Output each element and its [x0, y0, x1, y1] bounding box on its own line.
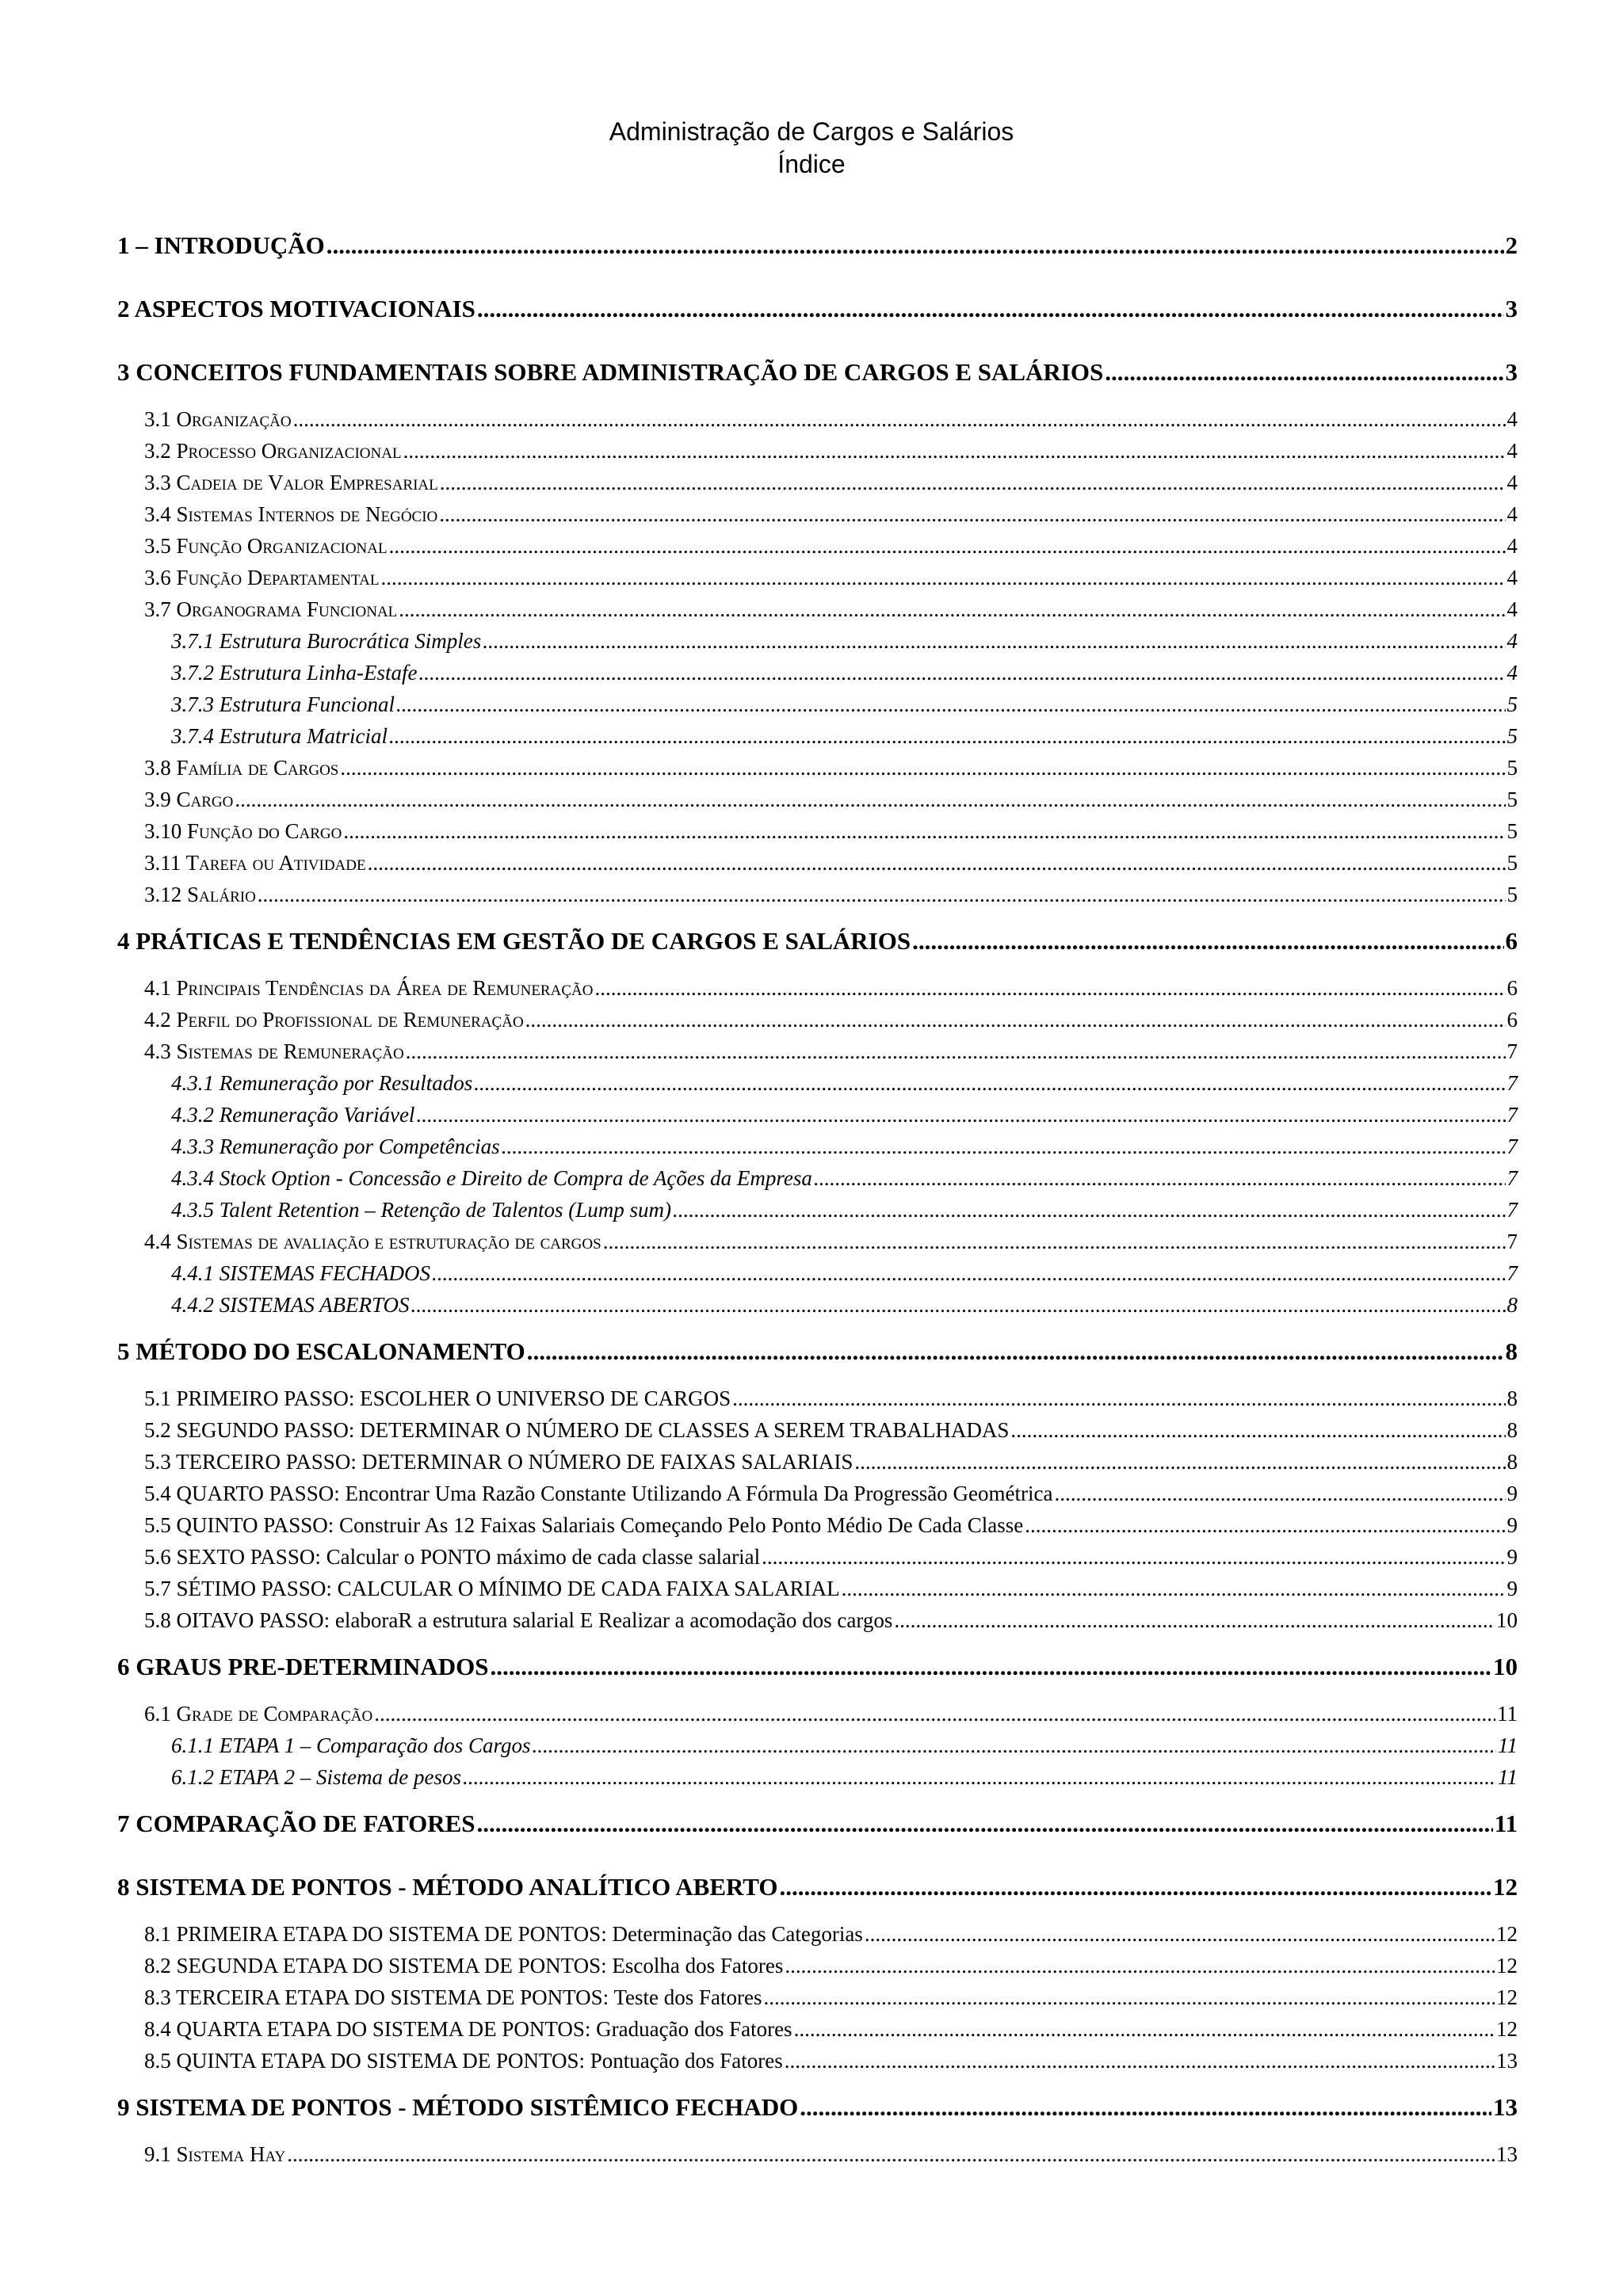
toc-page-number: 5	[1507, 756, 1518, 780]
toc-page-number: 8	[1507, 1293, 1518, 1317]
toc-section-entry[interactable]	[144, 1482, 1518, 1506]
toc-dot-leader	[374, 1702, 1495, 1726]
toc-dot-leader	[533, 1733, 1496, 1758]
toc-page-number: 12	[1493, 1873, 1518, 1901]
index-heading: Índice	[777, 150, 846, 178]
toc-page-number: 4	[1507, 471, 1518, 494]
toc-dot-leader	[419, 661, 1506, 685]
toc-chapter-entry[interactable]	[117, 1337, 1518, 1366]
toc-dot-leader	[380, 566, 1505, 590]
toc-section-entry[interactable]	[144, 2142, 1518, 2167]
toc-entry-title: 3.7.1 Estrutura Burocrática Simples	[171, 629, 482, 653]
toc-entry-title: 2 ASPECTOS MOTIVACIONAIS	[117, 295, 475, 322]
toc-dot-leader	[842, 1577, 1506, 1601]
toc-entry-title: 3.7.2 Estrutura Linha-Estafe	[171, 661, 418, 685]
toc-entry-title: 8.1 PRIMEIRA ETAPA DO SISTEMA DE PONTOS: Determinação das Categorias	[144, 1922, 863, 1946]
toc-entry-title: 3.7.3 Estrutura Funcional	[171, 692, 395, 716]
toc-entry-title: 3.1 Organização	[144, 407, 292, 431]
toc-page-number: 10	[1493, 1653, 1518, 1680]
toc-page-number: 4	[1507, 439, 1518, 463]
toc-entry-title: 4 PRÁTICAS E TENDÊNCIAS EM GESTÃO DE CARGOS E SALÁRIOS	[117, 927, 911, 955]
toc-dot-leader	[814, 1166, 1506, 1191]
toc-section-entry[interactable]	[144, 1608, 1518, 1633]
toc-dot-leader	[1025, 1513, 1505, 1538]
toc-chapter-entry[interactable]	[117, 927, 1518, 955]
toc-subsection-entry[interactable]	[171, 661, 1518, 685]
toc-dot-leader	[673, 1198, 1506, 1222]
toc-page-number: 10	[1496, 1608, 1518, 1632]
toc-subsection-entry[interactable]	[171, 692, 1518, 717]
toc-entry-title: 7 COMPARAÇÃO DE FATORES	[117, 1810, 475, 1837]
toc-dot-leader	[287, 2142, 1495, 2167]
toc-entry-title: 6 GRAUS PRE-DETERMINADOS	[117, 1653, 489, 1680]
toc-entry-title: 6.1.2 ETAPA 2 – Sistema de pesos	[171, 1765, 461, 1789]
toc-entry-title: 5.8 OITAVO PASSO: elaboraR a estrutura salarial E Realizar a acomodação dos cargos	[144, 1608, 893, 1632]
toc-page-number: 12	[1496, 1922, 1518, 1946]
toc-section-entry[interactable]	[144, 407, 1518, 432]
toc-entry-title: 3 CONCEITOS FUNDAMENTAIS SOBRE ADMINISTRAÇÃO DE CARGOS E SALÁRIOS	[117, 358, 1104, 386]
toc-section-entry[interactable]	[144, 502, 1518, 527]
toc-subsection-entry[interactable]	[171, 1166, 1518, 1191]
toc-section-entry[interactable]	[144, 1954, 1518, 1978]
toc-subsection-entry[interactable]	[171, 629, 1518, 654]
toc-dot-leader	[785, 2049, 1495, 2073]
toc-page-number: 5	[1507, 883, 1518, 906]
toc-section-entry[interactable]	[144, 1039, 1518, 1064]
toc-dot-leader	[439, 502, 1505, 527]
toc-page-number: 3	[1505, 295, 1518, 322]
toc-entry-title: 3.10 Função do Cargo	[144, 819, 342, 843]
toc-dot-leader	[477, 295, 1504, 323]
toc-dot-leader	[463, 1765, 1496, 1790]
toc-page-number: 5	[1507, 692, 1518, 716]
toc-dot-leader	[894, 1608, 1495, 1633]
toc-chapter-entry[interactable]	[117, 358, 1518, 387]
toc-entry-title: 3.2 Processo Organizacional	[144, 439, 402, 463]
toc-dot-leader	[603, 1230, 1506, 1254]
toc-subsection-entry[interactable]	[171, 1071, 1518, 1096]
toc-page-number: 7	[1507, 1071, 1518, 1095]
toc-entry-title: 4.4 Sistemas de avaliação e estruturação de cargos	[144, 1230, 601, 1253]
toc-section-entry[interactable]	[144, 1513, 1518, 1538]
toc-dot-leader	[527, 1337, 1504, 1366]
toc-page-number: 4	[1507, 629, 1518, 653]
toc-page-number: 6	[1507, 1008, 1518, 1032]
toc-subsection-entry[interactable]	[171, 1733, 1518, 1758]
toc-dot-leader	[293, 407, 1506, 432]
toc-page-number: 7	[1507, 1103, 1518, 1127]
toc-entry-title: 9 SISTEMA DE PONTOS - MÉTODO SISTÊMICO FECHADO	[117, 2093, 799, 2121]
toc-dot-leader	[800, 2093, 1491, 2122]
toc-entry-title: 3.4 Sistemas Internos de Negócio	[144, 502, 438, 526]
toc-entry-title: 5.7 SÉTIMO PASSO: CALCULAR O MÍNIMO DE CADA FAIXA SALARIAL	[144, 1577, 840, 1600]
toc-section-entry[interactable]	[144, 1450, 1518, 1474]
toc-page-number: 8	[1507, 1386, 1518, 1410]
toc-page-number: 9	[1507, 1577, 1518, 1600]
toc-dot-leader	[368, 851, 1506, 875]
toc-page-number: 5	[1507, 788, 1518, 811]
toc-page-number: 7	[1507, 1135, 1518, 1158]
toc-entry-title: 5.6 SEXTO PASSO: Calcular o PONTO máximo de cada classe salarial	[144, 1545, 761, 1569]
toc-entry-title: 5.2 SEGUNDO PASSO: DETERMINAR O NÚMERO DE CLASSES A SEREM TRABALHADAS	[144, 1418, 1010, 1442]
toc-entry-title: 3.12 Salário	[144, 883, 256, 906]
toc-entry-title: 8.4 QUARTA ETAPA DO SISTEMA DE PONTOS: Graduação dos Fatores	[144, 2017, 792, 2041]
toc-section-entry[interactable]	[144, 883, 1518, 907]
toc-subsection-entry[interactable]	[171, 1103, 1518, 1127]
toc-page-number: 6	[1507, 976, 1518, 1000]
toc-dot-leader	[396, 692, 1506, 717]
toc-page-number: 13	[1496, 2049, 1518, 2073]
toc-dot-leader	[764, 1985, 1495, 2010]
toc-entry-title: 5 MÉTODO DO ESCALONAMENTO	[117, 1337, 525, 1365]
toc-page-number: 11	[1497, 1702, 1518, 1726]
toc-entry-title: 8.3 TERCEIRA ETAPA DO SISTEMA DE PONTOS: Teste dos Fatores	[144, 1985, 762, 2009]
toc-page-number: 8	[1507, 1418, 1518, 1442]
toc-page-number: 4	[1507, 502, 1518, 526]
toc-entry-title: 5.1 PRIMEIRO PASSO: ESCOLHER O UNIVERSO DE CARGOS	[144, 1386, 731, 1410]
toc-entry-title: 8.2 SEGUNDA ETAPA DO SISTEMA DE PONTOS: Escolha dos Fatores	[144, 1954, 784, 1978]
toc-dot-leader	[490, 1653, 1491, 1681]
toc-chapter-entry[interactable]	[117, 1653, 1518, 1681]
toc-entry-title: 4.3.1 Remuneração por Resultados	[171, 1071, 473, 1095]
toc-dot-leader	[258, 883, 1506, 907]
toc-entry-title: 4.3 Sistemas de Remuneração	[144, 1039, 404, 1063]
toc-entry-title: 3.3 Cadeia de Valor Empresarial	[144, 471, 438, 494]
toc-dot-leader	[432, 1261, 1506, 1286]
toc-section-entry[interactable]	[144, 1008, 1518, 1032]
toc-entry-title: 1 – INTRODUÇÃO	[117, 231, 325, 259]
toc-page-number: 5	[1507, 819, 1518, 843]
toc-page-number: 11	[1498, 1765, 1518, 1789]
toc-dot-leader	[327, 231, 1504, 260]
toc-page-number: 4	[1507, 407, 1518, 431]
toc-dot-leader	[794, 2017, 1495, 2042]
toc-entry-title: 4.4.1 SISTEMAS FECHADOS	[171, 1261, 430, 1285]
toc-page-number: 7	[1507, 1261, 1518, 1285]
toc-entry-title: 4.3.3 Remuneração por Competências	[171, 1135, 500, 1158]
toc-subsection-entry[interactable]	[171, 1261, 1518, 1286]
toc-entry-title: 4.4.2 SISTEMAS ABERTOS	[171, 1293, 410, 1317]
document-header	[0, 116, 1623, 181]
toc-entry-title: 4.3.4 Stock Option - Concessão e Direito de Compra de Ações da Empresa	[171, 1166, 812, 1190]
toc-page-number: 7	[1507, 1198, 1518, 1222]
toc-dot-leader	[406, 1039, 1506, 1064]
toc-subsection-entry[interactable]	[171, 1765, 1518, 1790]
toc-subsection-entry[interactable]	[171, 1198, 1518, 1222]
toc-page-number: 4	[1507, 534, 1518, 558]
toc-entry-title: 3.7.4 Estrutura Matricial	[171, 724, 388, 748]
toc-entry-title: 3.6 Função Departamental	[144, 566, 380, 589]
toc-page-number: 8	[1505, 1337, 1518, 1365]
toc-section-entry[interactable]	[144, 534, 1518, 559]
toc-section-entry[interactable]	[144, 471, 1518, 495]
toc-page-number: 5	[1507, 724, 1518, 748]
toc-chapter-entry[interactable]	[117, 1873, 1518, 1901]
toc-dot-leader	[416, 1103, 1505, 1127]
toc-dot-leader	[1010, 1418, 1505, 1443]
toc-entry-title: 5.4 QUARTO PASSO: Encontrar Uma Razão Constante Utilizando A Fórmula Da Progressão Geométrica	[144, 1482, 1053, 1505]
toc-dot-leader	[594, 976, 1505, 1001]
toc-page-number: 12	[1496, 1954, 1518, 1978]
toc-page-number: 5	[1507, 851, 1518, 875]
toc-page-number: 12	[1496, 2017, 1518, 2041]
toc-page-number: 4	[1507, 661, 1518, 685]
toc-entry-title: 3.9 Cargo	[144, 788, 234, 811]
toc-dot-leader	[474, 1071, 1505, 1096]
toc-page-number: 12	[1496, 1985, 1518, 2009]
toc-section-entry[interactable]	[144, 1418, 1518, 1443]
toc-entry-title: 4.3.2 Remuneração Variável	[171, 1103, 415, 1127]
toc-entry-title: 6.1 Grade de Comparação	[144, 1702, 373, 1726]
toc-chapter-entry[interactable]	[117, 231, 1518, 260]
toc-page-number: 13	[1496, 2142, 1518, 2166]
toc-dot-leader	[865, 1922, 1495, 1947]
toc-page-number: 2	[1505, 231, 1518, 259]
toc-section-entry[interactable]	[144, 2017, 1518, 2042]
toc-subsection-entry[interactable]	[171, 1135, 1518, 1159]
toc-section-entry[interactable]	[144, 756, 1518, 780]
toc-section-entry[interactable]	[144, 439, 1518, 463]
toc-section-entry[interactable]	[144, 1702, 1518, 1726]
toc-section-entry[interactable]	[144, 1545, 1518, 1569]
toc-page-number: 9	[1507, 1482, 1518, 1505]
toc-entry-title: 4.2 Perfil do Profissional de Remuneração	[144, 1008, 524, 1032]
toc-entry-title: 8 SISTEMA DE PONTOS - MÉTODO ANALÍTICO ABERTO	[117, 1873, 778, 1901]
toc-section-entry[interactable]	[144, 566, 1518, 590]
toc-section-entry[interactable]	[144, 1230, 1518, 1254]
toc-dot-leader	[403, 439, 1506, 463]
toc-page-number: 8	[1507, 1450, 1518, 1474]
toc-page-number: 4	[1507, 597, 1518, 621]
toc-dot-leader	[235, 788, 1505, 812]
toc-dot-leader	[780, 1873, 1491, 1901]
toc-entry-title: 5.3 TERCEIRO PASSO: DETERMINAR O NÚMERO DE FAIXAS SALARIAIS	[144, 1450, 854, 1474]
toc-page-number: 7	[1507, 1166, 1518, 1190]
toc-dot-leader	[411, 1293, 1506, 1318]
toc-dot-leader	[389, 724, 1505, 749]
toc-dot-leader	[912, 927, 1503, 955]
toc-section-entry[interactable]	[144, 597, 1518, 622]
toc-section-entry[interactable]	[144, 1386, 1518, 1411]
toc-dot-leader	[440, 471, 1506, 495]
toc-page-number: 3	[1505, 358, 1518, 386]
toc-dot-leader	[732, 1386, 1505, 1411]
toc-dot-leader	[502, 1135, 1506, 1159]
toc-subsection-entry[interactable]	[171, 724, 1518, 749]
toc-dot-leader	[785, 1954, 1495, 1978]
toc-entry-title: 4.3.5 Talent Retention – Retenção de Talentos (Lump sum)	[171, 1198, 671, 1222]
toc-dot-leader	[399, 597, 1505, 622]
toc-dot-leader	[477, 1810, 1493, 1838]
toc-page-number: 6	[1505, 927, 1518, 955]
toc-page-number: 9	[1507, 1513, 1518, 1537]
toc-entry-title: 3.5 Função Organizacional	[144, 534, 388, 558]
toc-entry-title: 3.11 Tarefa ou Atividade	[144, 851, 366, 875]
toc-section-entry[interactable]	[144, 1577, 1518, 1601]
toc-chapter-entry[interactable]	[117, 2093, 1518, 2122]
toc-dot-leader	[762, 1545, 1505, 1569]
toc-dot-leader	[525, 1008, 1506, 1032]
toc-entry-title: 3.8 Família de Cargos	[144, 756, 339, 780]
toc-section-entry[interactable]	[144, 1985, 1518, 2010]
toc-dot-leader	[343, 819, 1505, 844]
toc-dot-leader	[483, 629, 1505, 654]
toc-page-number: 11	[1494, 1810, 1518, 1837]
toc-chapter-entry[interactable]	[117, 295, 1518, 323]
toc-section-entry[interactable]	[144, 819, 1518, 844]
toc-page-number: 7	[1507, 1230, 1518, 1253]
toc-section-entry[interactable]	[144, 976, 1518, 1001]
toc-entry-title: 8.5 QUINTA ETAPA DO SISTEMA DE PONTOS: Pontuação dos Fatores	[144, 2049, 783, 2073]
toc-page-number: 11	[1498, 1733, 1518, 1757]
toc-page-number: 9	[1507, 1545, 1518, 1569]
toc-page-number: 7	[1507, 1039, 1518, 1063]
toc-entry-title: 5.5 QUINTO PASSO: Construir As 12 Faixas Salariais Começando Pelo Ponto Médio De Cada Classe	[144, 1513, 1024, 1537]
toc-subsection-entry[interactable]	[171, 1293, 1518, 1318]
toc-page-number: 13	[1493, 2093, 1518, 2121]
toc-dot-leader	[1105, 358, 1503, 387]
toc-section-entry[interactable]	[144, 2049, 1518, 2073]
toc-section-entry[interactable]	[144, 1922, 1518, 1947]
toc-section-entry[interactable]	[144, 851, 1518, 875]
toc-dot-leader	[340, 756, 1505, 780]
toc-page-number: 4	[1507, 566, 1518, 589]
toc-dot-leader	[1054, 1482, 1505, 1506]
document-title: Administração de Cargos e Salários	[609, 117, 1014, 146]
toc-entry-title: 9.1 Sistema Hay	[144, 2142, 286, 2166]
toc-dot-leader	[854, 1450, 1505, 1474]
toc-entry-title: 4.1 Principais Tendências da Área de Remuneração	[144, 976, 594, 1000]
toc-entry-title: 3.7 Organograma Funcional	[144, 597, 398, 621]
toc-section-entry[interactable]	[144, 788, 1518, 812]
toc-entry-title: 6.1.1 ETAPA 1 – Comparação dos Cargos	[171, 1733, 531, 1757]
toc-chapter-entry[interactable]	[117, 1810, 1518, 1838]
toc-dot-leader	[389, 534, 1506, 559]
